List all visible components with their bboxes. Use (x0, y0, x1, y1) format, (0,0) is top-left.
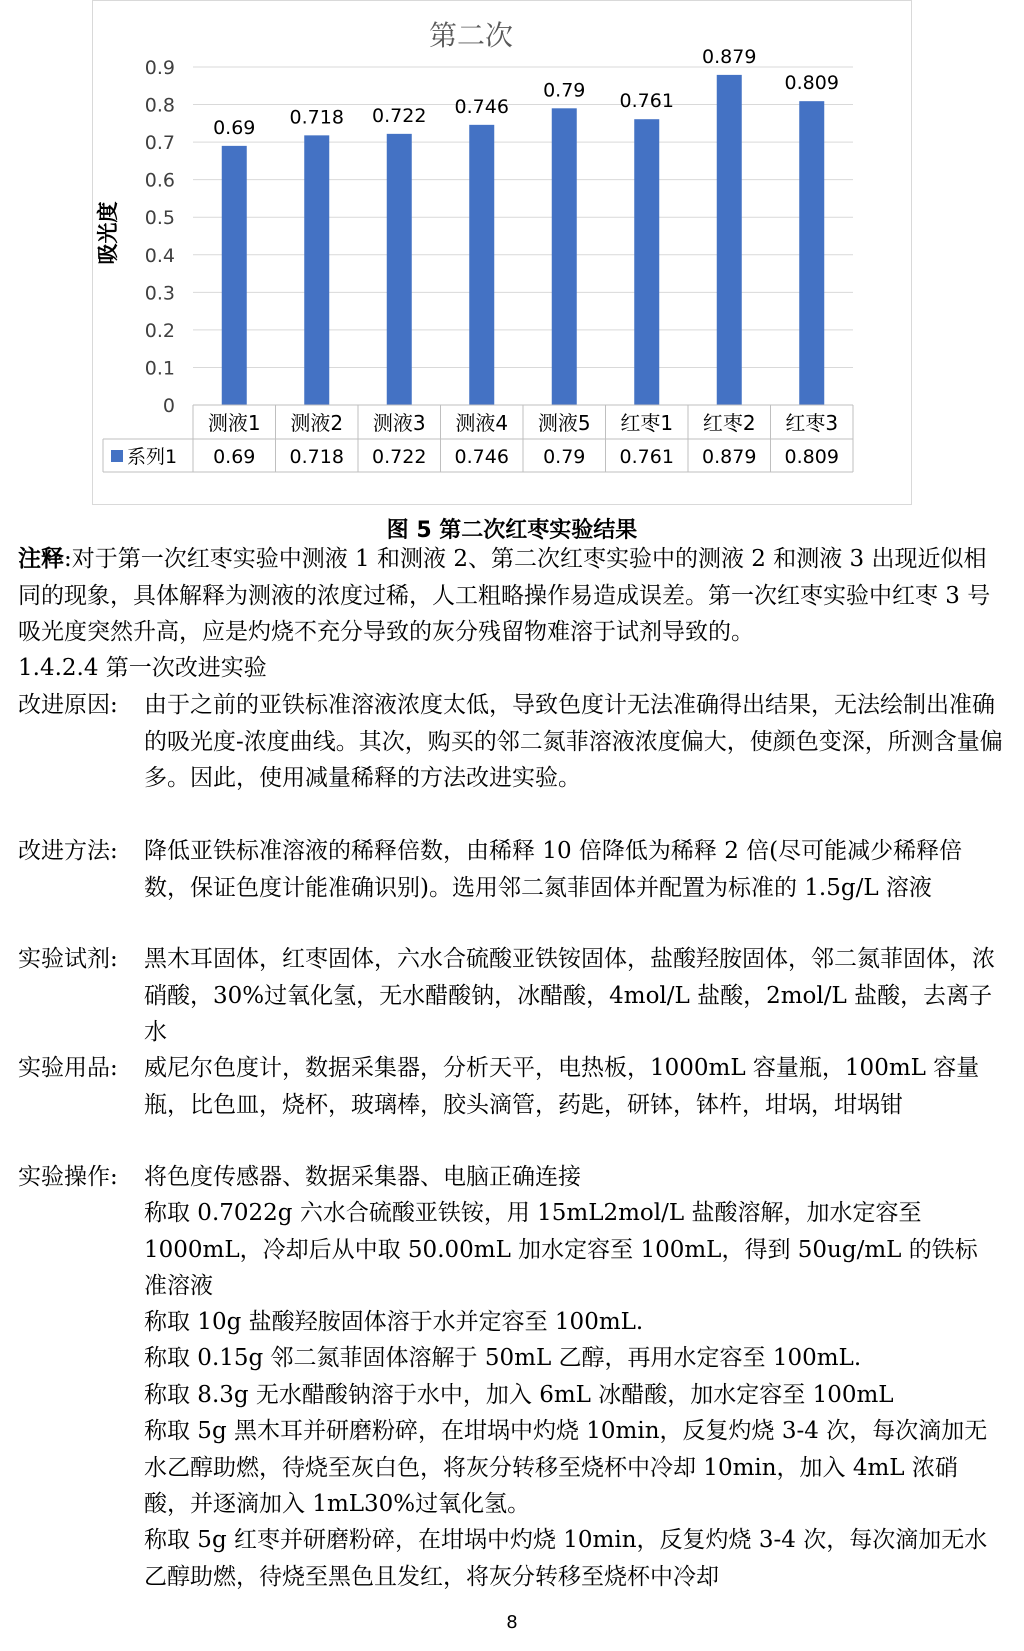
legend-series-name: 系列1 (127, 446, 178, 468)
bar (222, 146, 247, 405)
figure-caption: 图 5 第二次红枣实验结果 (386, 518, 638, 543)
y-tick-label: 0.2 (144, 319, 175, 342)
y-tick-label: 0.7 (144, 132, 175, 155)
y-tick-label: 0.1 (144, 357, 175, 380)
bar (634, 119, 659, 405)
data-label: 0.761 (619, 90, 674, 113)
table-value: 0.746 (454, 446, 509, 468)
item-label: 实验操作: (18, 1164, 118, 1190)
note-paragraph (18, 541, 1008, 651)
y-tick-label: 0 (162, 395, 175, 417)
x-category-label: 测液1 (207, 411, 261, 435)
x-category-label: 测液2 (290, 411, 344, 435)
table-value: 0.79 (543, 446, 586, 468)
data-label: 0.722 (372, 104, 427, 127)
x-category-label: 测液5 (537, 411, 591, 435)
note-label: 注释 (18, 546, 64, 572)
x-category-label: 红枣3 (785, 411, 839, 435)
y-tick-label: 0.4 (144, 244, 175, 267)
item-equipment (18, 1050, 1008, 1162)
item-text: 将色度传感器、数据采集器、电脑正确连接 (144, 1164, 581, 1190)
y-axis-label: 吸光度 (96, 201, 120, 265)
bar (717, 75, 742, 405)
y-tick-label: 0.3 (144, 282, 175, 305)
item-label: 改进方法: (18, 838, 118, 864)
y-tick-label: 0.5 (144, 207, 175, 230)
item-method (18, 833, 1008, 945)
item-operation (18, 1159, 1008, 1197)
operation-step: 称取 5g 黑木耳并研磨粉碎，在坩埚中灼烧 10min，反复灼烧 3-4 次，每次滴加无水乙醇助燃，待烧至灰白色，将灰分转移至烧杯中冷却 10min，加入 4mL 浓硝酸，并逐滴加入 1mL30%过氧化氢。 (144, 1418, 988, 1517)
item-text: 降低亚铁标准溶液的稀释倍数，由稀释 10 倍降低为稀释 2 倍(尽可能减少稀释倍数，保证色度计能准确识别)。选用邻二氮菲固体并配置为标准的 1.5g/L 溶液 (144, 838, 963, 901)
bar (387, 134, 412, 405)
operation-step: 称取 0.15g 邻二氮菲固体溶解于 50mL 乙醇，再用水定容至 100mL. (144, 1345, 862, 1371)
section-heading: 1.4.2.4 第一次改进实验 (18, 655, 267, 681)
x-category-label: 测液3 (372, 411, 426, 435)
table-value: 0.809 (784, 446, 839, 468)
data-label: 0.69 (213, 116, 256, 139)
chart-container (92, 0, 912, 505)
item-text: 威尼尔色度计，数据采集器，分析天平，电热板，1000mL 容量瓶，100mL 容量瓶，比色皿，烧杯，玻璃棒，胶头滴管，药匙，研钵，钵杵，坩埚，坩埚钳 (144, 1055, 980, 1118)
data-label: 0.879 (702, 45, 757, 68)
table-value: 0.879 (702, 446, 757, 468)
item-reagents (18, 941, 1008, 1053)
operation-step: 称取 0.7022g 六水合硫酸亚铁铵，用 15mL2mol/L 盐酸溶解，加水定容至 1000mL，冷却后从中取 50.00mL 加水定容至 100mL，得到 50ug/mL 的铁标准溶液 (144, 1200, 978, 1299)
bar (552, 108, 577, 405)
data-label: 0.746 (454, 95, 509, 118)
note-text: :对于第一次红枣实验中测液 1 和测液 2、第二次红枣实验中的测液 2 和测液 3 出现近似相同的现象，具体解释为测液的浓度过稀，人工粗略操作易造成误差。第一次红枣实验中红枣 3 号吸光度突然升高，应是灼烧不充分导致的灰分残留物难溶于试剂导致的。 (18, 546, 991, 645)
x-category-label: 红枣1 (620, 411, 674, 435)
item-label: 实验用品: (18, 1055, 118, 1081)
x-category-label: 红枣2 (702, 411, 756, 435)
chart-title: 第二次 (428, 19, 514, 52)
bar (799, 101, 824, 405)
legend-swatch (111, 450, 123, 462)
bar (469, 125, 494, 405)
item-text: 黑木耳固体，红枣固体，六水合硫酸亚铁铵固体，盐酸羟胺固体，邻二氮菲固体，浓硝酸，30%过氧化氢，无水醋酸钠，冰醋酸，4mol/L 盐酸，2mol/L 盐酸，去离子水 (144, 946, 995, 1045)
y-tick-label: 0.6 (144, 169, 175, 192)
page-number: 8 (506, 1612, 518, 1633)
operation-step: 称取 8.3g 无水醋酸钠溶于水中，加入 6mL 冰醋酸，加水定容至 100mL (144, 1382, 894, 1408)
operation-step: 称取 5g 红枣并研磨粉碎，在坩埚中灼烧 10min，反复灼烧 3-4 次，每次滴加无水乙醇助燃，待烧至黑色且发红，将灰分转移至烧杯中冷却 (144, 1527, 988, 1590)
y-tick-label: 0.9 (144, 57, 175, 79)
bar-chart (93, 1, 913, 506)
operation-step: 称取 10g 盐酸羟胺固体溶于水并定容至 100mL. (144, 1309, 644, 1335)
bar (304, 135, 329, 405)
data-label: 0.809 (784, 72, 839, 95)
table-value: 0.761 (619, 446, 674, 468)
item-reason (18, 687, 1008, 837)
item-text: 由于之前的亚铁标准溶液浓度太低，导致色度计无法准确得出结果，无法绘制出准确的吸光度-浓度曲线。其次，购买的邻二氮菲溶液浓度偏大，使颜色变深，所测含量偏多。因此，使用减量稀释的方法改进实验。 (144, 692, 1003, 791)
table-value: 0.718 (289, 446, 344, 468)
y-tick-label: 0.8 (144, 94, 175, 117)
item-label: 改进原因: (18, 692, 118, 718)
table-value: 0.722 (372, 446, 427, 468)
table-value: 0.69 (213, 446, 256, 468)
item-label: 实验试剂: (18, 946, 118, 972)
x-category-label: 测液4 (455, 411, 509, 435)
data-label: 0.718 (289, 106, 344, 129)
data-label: 0.79 (543, 79, 586, 102)
